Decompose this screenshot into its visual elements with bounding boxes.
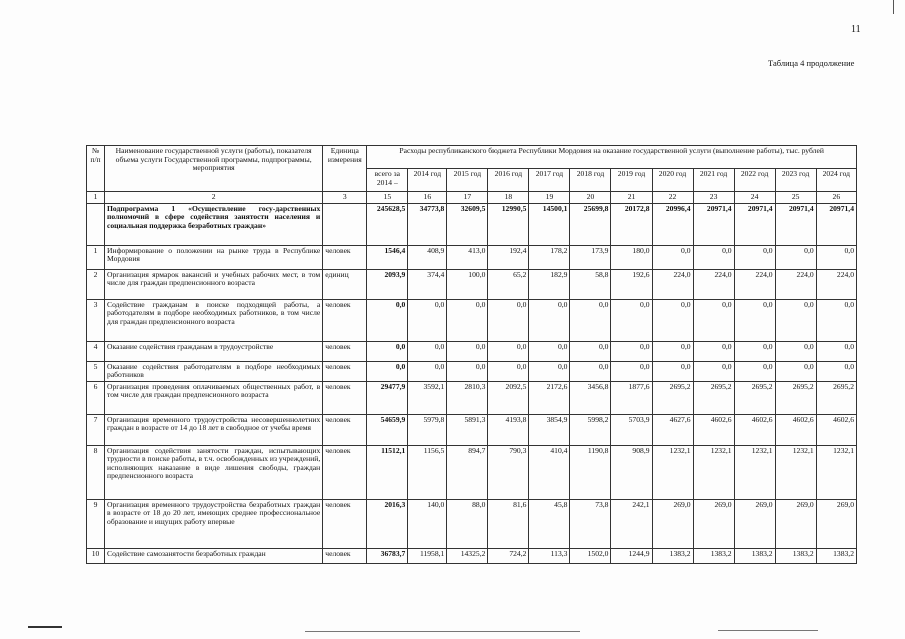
row-value: 0,0 — [367, 361, 408, 381]
row-value: 0,0 — [816, 361, 856, 381]
row-value: 0,0 — [611, 341, 652, 361]
row-name: Организация содействия занятости граждан, испытывающих трудности в поиске работы, в т.ч. освобожденных из учреждений, исполняющих наказание в виде лишения свободы, граждан предпенсионного возраста — [105, 445, 323, 499]
row-value: 73,8 — [570, 499, 611, 548]
row-value: 0,0 — [693, 245, 734, 269]
row-value: 0,0 — [529, 299, 570, 341]
header-num: № п/п — [87, 146, 105, 192]
row-value: 4627,6 — [652, 414, 693, 445]
row-value: 178,2 — [529, 245, 570, 269]
row-value: 2695,2 — [775, 381, 816, 414]
row-value: 1244,9 — [611, 548, 652, 563]
row-value: 0,0 — [652, 245, 693, 269]
row-name: Организация ярмарок вакансий и учебных рабочих мест, в том числе для граждан предпенсионного возраста — [105, 269, 323, 299]
subprogram-value: 245628,5 — [367, 203, 408, 245]
row-value: 0,0 — [408, 341, 447, 361]
row-value: 790,3 — [488, 445, 529, 499]
column-number: 17 — [447, 192, 488, 204]
row-value: 182,9 — [529, 269, 570, 299]
subprogram-row — [87, 203, 857, 245]
scan-line — [305, 631, 580, 632]
row-name: Оказание содействия работодателям в подборе необходимых работников — [105, 361, 323, 381]
row-value: 1877,6 — [611, 381, 652, 414]
table-row — [87, 299, 857, 341]
row-value: 11958,1 — [408, 548, 447, 563]
row-value: 0,0 — [408, 299, 447, 341]
row-name: Содействие гражданам в поиске подходящей работы, а работодателям в подборе необходимых работников, в том числе для граждан предпенсионного возраста — [105, 299, 323, 341]
row-unit: единиц — [323, 269, 367, 299]
row-value: 4602,6 — [734, 414, 775, 445]
subprogram-value: 25699,8 — [570, 203, 611, 245]
row-unit: человек — [323, 299, 367, 341]
year-header: 2017 год — [529, 169, 570, 192]
table-row — [87, 341, 857, 361]
row-number: 5 — [87, 361, 105, 381]
row-value: 100,0 — [447, 269, 488, 299]
row-value: 0,0 — [367, 299, 408, 341]
subprogram-unit — [323, 203, 367, 245]
subprogram-value: 20971,4 — [734, 203, 775, 245]
row-value: 242,1 — [611, 499, 652, 548]
row-value: 0,0 — [734, 245, 775, 269]
row-value: 11512,1 — [367, 445, 408, 499]
row-value: 374,4 — [408, 269, 447, 299]
subprogram-value: 20172,8 — [611, 203, 652, 245]
row-value: 1383,2 — [816, 548, 856, 563]
row-value: 0,0 — [734, 299, 775, 341]
subprogram-value: 20971,4 — [775, 203, 816, 245]
row-value: 1383,2 — [652, 548, 693, 563]
row-value: 1383,2 — [734, 548, 775, 563]
header-expenses: Расходы республиканского бюджета Республики Мордовия на оказание государственной услуги (выполнение работы), тыс. рублей — [367, 146, 857, 169]
row-value: 54659,9 — [367, 414, 408, 445]
row-value: 0,0 — [570, 299, 611, 341]
row-unit: человек — [323, 499, 367, 548]
row-value: 224,0 — [775, 269, 816, 299]
row-value: 224,0 — [693, 269, 734, 299]
row-value: 0,0 — [408, 361, 447, 381]
row-name: Содействие самозанятости безработных граждан — [105, 548, 323, 563]
row-name: Организация временного трудоустройства несовершеннолетних граждан в возрасте от 14 до 18 лет в свободное от учебы время — [105, 414, 323, 445]
table-row — [87, 361, 857, 381]
subprogram-value: 32609,5 — [447, 203, 488, 245]
budget-table — [86, 145, 857, 564]
row-value: 2695,2 — [693, 381, 734, 414]
table-row — [87, 499, 857, 548]
table-row — [87, 548, 857, 563]
row-unit: человек — [323, 341, 367, 361]
row-name: Оказание содействия гражданам в трудоустройстве — [105, 341, 323, 361]
row-value: 2093,9 — [367, 269, 408, 299]
row-name: Информирование о положении на рынке труда в Республике Мордовия — [105, 245, 323, 269]
row-value: 4602,6 — [775, 414, 816, 445]
row-value: 224,0 — [816, 269, 856, 299]
subprogram-value: 20996,4 — [652, 203, 693, 245]
column-number: 15 — [367, 192, 408, 204]
row-value: 0,0 — [488, 341, 529, 361]
column-number: 18 — [488, 192, 529, 204]
row-value: 724,2 — [488, 548, 529, 563]
subprogram-value: 14500,1 — [529, 203, 570, 245]
row-value: 14325,2 — [447, 548, 488, 563]
row-value: 0,0 — [447, 361, 488, 381]
row-value: 1190,8 — [570, 445, 611, 499]
row-value: 1232,1 — [652, 445, 693, 499]
header-name: Наименование государственной услуги (работы), показателя объема услуги Государственной программы, подпрограммы, мероприятия — [105, 146, 323, 192]
row-value: 4602,6 — [816, 414, 856, 445]
row-number: 8 — [87, 445, 105, 499]
table-row — [87, 445, 857, 499]
row-unit: человек — [323, 361, 367, 381]
row-value: 0,0 — [652, 341, 693, 361]
column-number: 24 — [734, 192, 775, 204]
row-number: 7 — [87, 414, 105, 445]
row-value: 1232,1 — [734, 445, 775, 499]
column-number: 3 — [323, 192, 367, 204]
row-value: 5703,9 — [611, 414, 652, 445]
row-value: 0,0 — [775, 341, 816, 361]
row-value: 1232,1 — [816, 445, 856, 499]
row-value: 0,0 — [529, 361, 570, 381]
row-value: 0,0 — [611, 361, 652, 381]
row-number: 1 — [87, 245, 105, 269]
row-value: 192,4 — [488, 245, 529, 269]
header-row — [87, 146, 857, 169]
row-value: 2810,3 — [447, 381, 488, 414]
row-value: 0,0 — [529, 341, 570, 361]
row-value: 0,0 — [447, 299, 488, 341]
row-value: 224,0 — [652, 269, 693, 299]
row-value: 3592,1 — [408, 381, 447, 414]
row-value: 2695,2 — [816, 381, 856, 414]
row-value: 0,0 — [488, 361, 529, 381]
table-row — [87, 414, 857, 445]
row-value: 0,0 — [734, 341, 775, 361]
year-header: 2014 год — [408, 169, 447, 192]
page-edge-mark — [893, 0, 894, 14]
row-value: 894,7 — [447, 445, 488, 499]
row-value: 269,0 — [693, 499, 734, 548]
year-header: всего за 2014 – — [367, 169, 408, 192]
row-value: 0,0 — [816, 341, 856, 361]
row-value: 5998,2 — [570, 414, 611, 445]
header-unit: Единица измерения — [323, 146, 367, 192]
row-value: 2695,2 — [734, 381, 775, 414]
row-value: 2016,3 — [367, 499, 408, 548]
row-value: 0,0 — [775, 245, 816, 269]
row-value: 0,0 — [693, 361, 734, 381]
table-row — [87, 381, 857, 414]
column-number: 22 — [652, 192, 693, 204]
row-value: 224,0 — [734, 269, 775, 299]
row-value: 113,3 — [529, 548, 570, 563]
year-header: 2020 год — [652, 169, 693, 192]
year-header: 2024 год — [816, 169, 856, 192]
year-header: 2023 год — [775, 169, 816, 192]
row-name: Организация проведения оплачиваемых общественных работ, в том числе для граждан предпенсионного возраста — [105, 381, 323, 414]
row-value: 269,0 — [816, 499, 856, 548]
row-value: 0,0 — [488, 299, 529, 341]
row-value: 269,0 — [734, 499, 775, 548]
row-value: 0,0 — [816, 245, 856, 269]
row-unit: человек — [323, 445, 367, 499]
row-number: 6 — [87, 381, 105, 414]
column-number: 20 — [570, 192, 611, 204]
row-value: 0,0 — [693, 299, 734, 341]
row-value: 269,0 — [775, 499, 816, 548]
row-value: 3456,8 — [570, 381, 611, 414]
subprogram-num — [87, 203, 105, 245]
table-caption: Таблица 4 продолжение — [768, 58, 855, 68]
row-value: 0,0 — [775, 299, 816, 341]
row-value: 58,8 — [570, 269, 611, 299]
row-value: 180,0 — [611, 245, 652, 269]
year-header: 2022 год — [734, 169, 775, 192]
row-value: 0,0 — [652, 299, 693, 341]
row-number: 10 — [87, 548, 105, 563]
column-number: 26 — [816, 192, 856, 204]
year-header: 2021 год — [693, 169, 734, 192]
row-number: 3 — [87, 299, 105, 341]
row-value: 173,9 — [570, 245, 611, 269]
row-value: 0,0 — [611, 299, 652, 341]
row-value: 2172,6 — [529, 381, 570, 414]
row-value: 0,0 — [367, 341, 408, 361]
column-number: 21 — [611, 192, 652, 204]
row-unit: человек — [323, 381, 367, 414]
column-number: 19 — [529, 192, 570, 204]
row-value: 408,9 — [408, 245, 447, 269]
row-value: 0,0 — [693, 341, 734, 361]
column-number: 16 — [408, 192, 447, 204]
row-value: 1232,1 — [775, 445, 816, 499]
row-value: 0,0 — [447, 341, 488, 361]
row-value: 81,6 — [488, 499, 529, 548]
column-number: 2 — [105, 192, 323, 204]
row-value: 0,0 — [775, 361, 816, 381]
page-number: 11 — [851, 24, 861, 35]
row-unit: человек — [323, 245, 367, 269]
row-unit: человек — [323, 548, 367, 563]
row-value: 413,0 — [447, 245, 488, 269]
row-value: 0,0 — [734, 361, 775, 381]
column-number: 25 — [775, 192, 816, 204]
row-value: 65,2 — [488, 269, 529, 299]
scan-mark — [28, 626, 62, 628]
row-value: 45,8 — [529, 499, 570, 548]
row-value: 140,0 — [408, 499, 447, 548]
row-value: 4602,6 — [693, 414, 734, 445]
row-value: 3854,9 — [529, 414, 570, 445]
subprogram-value: 20971,4 — [816, 203, 856, 245]
row-value: 192,6 — [611, 269, 652, 299]
row-unit: человек — [323, 414, 367, 445]
subprogram-value: 12990,5 — [488, 203, 529, 245]
year-header: 2016 год — [488, 169, 529, 192]
table-row — [87, 245, 857, 269]
row-value: 2695,2 — [652, 381, 693, 414]
column-numbers-row — [87, 192, 857, 204]
row-value: 0,0 — [652, 361, 693, 381]
scan-line — [718, 630, 818, 631]
row-number: 4 — [87, 341, 105, 361]
row-value: 2092,5 — [488, 381, 529, 414]
column-number: 23 — [693, 192, 734, 204]
row-value: 29477,9 — [367, 381, 408, 414]
row-value: 1156,5 — [408, 445, 447, 499]
row-value: 0,0 — [816, 299, 856, 341]
row-value: 88,0 — [447, 499, 488, 548]
year-header: 2019 год — [611, 169, 652, 192]
subprogram-value: 34773,8 — [408, 203, 447, 245]
subprogram-value: 20971,4 — [693, 203, 734, 245]
row-value: 269,0 — [652, 499, 693, 548]
row-value: 5979,8 — [408, 414, 447, 445]
row-value: 36783,7 — [367, 548, 408, 563]
year-header: 2015 год — [447, 169, 488, 192]
year-header: 2018 год — [570, 169, 611, 192]
row-number: 9 — [87, 499, 105, 548]
row-value: 1502,0 — [570, 548, 611, 563]
row-value: 5891,3 — [447, 414, 488, 445]
row-value: 410,4 — [529, 445, 570, 499]
row-name: Организация временного трудоустройства безработных граждан в возрасте от 18 до 20 лет, имеющих среднее профессиональное образование и ищущих работу впервые — [105, 499, 323, 548]
row-value: 0,0 — [570, 361, 611, 381]
row-value: 1383,2 — [775, 548, 816, 563]
table-row — [87, 269, 857, 299]
row-number: 2 — [87, 269, 105, 299]
column-number: 1 — [87, 192, 105, 204]
row-value: 1546,4 — [367, 245, 408, 269]
row-value: 1232,1 — [693, 445, 734, 499]
subprogram-name: Подпрограмма 1 «Осуществление госу-дарственных полномочий в сфере содействия занятости населения и социальная поддержка безработных граждан» — [105, 203, 323, 245]
row-value: 0,0 — [570, 341, 611, 361]
row-value: 4193,8 — [488, 414, 529, 445]
row-value: 1383,2 — [693, 548, 734, 563]
row-value: 908,9 — [611, 445, 652, 499]
